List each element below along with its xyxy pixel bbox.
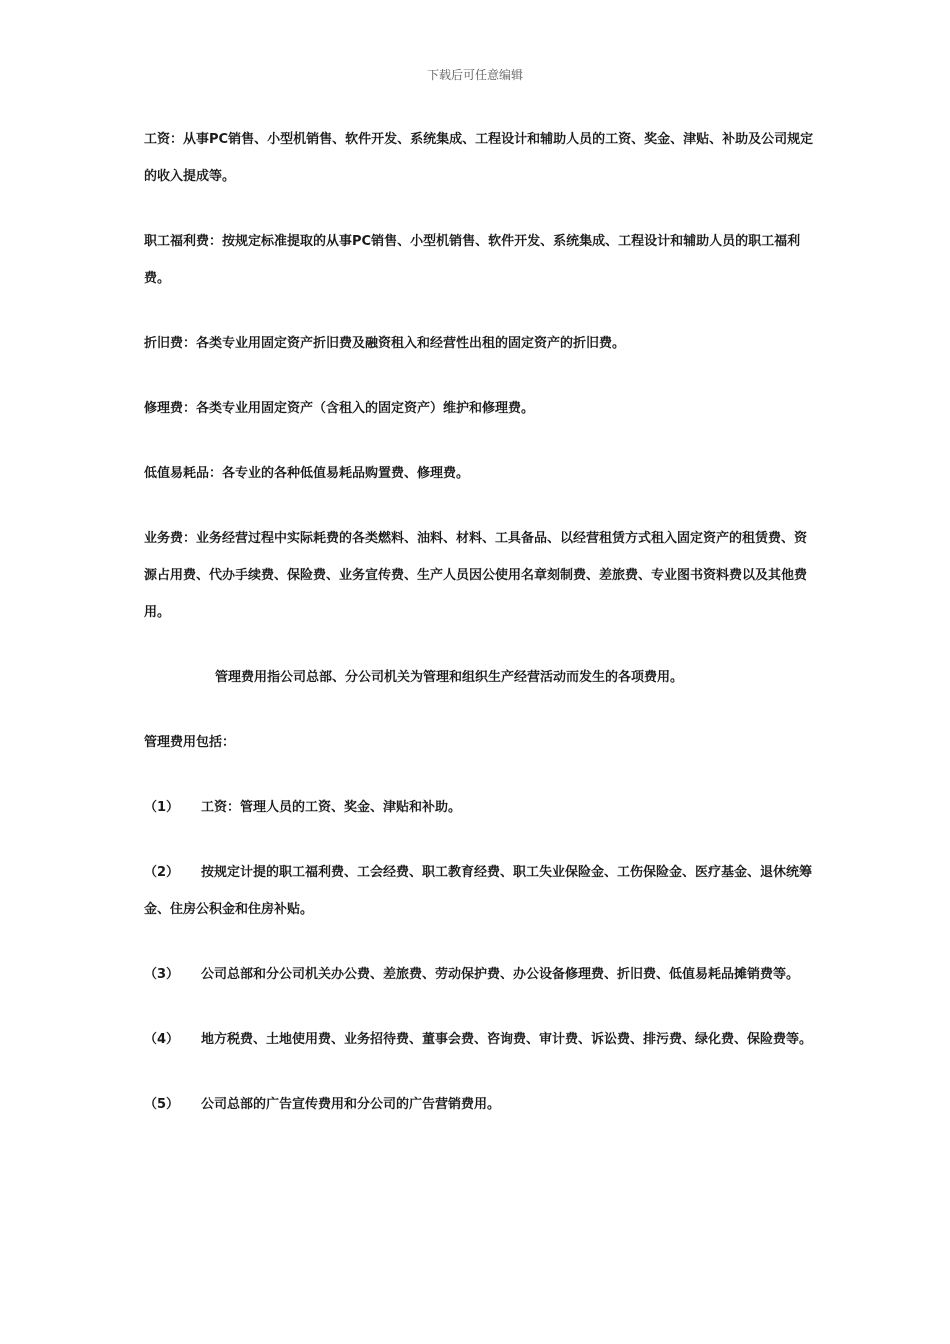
- list-item: [144, 1086, 816, 1123]
- list-item: [144, 854, 816, 928]
- paragraph-consumables: 低值易耗品：各专业的各种低值易耗品购置费、修理费。: [144, 466, 470, 481]
- paragraph-business: 业务费：业务经营过程中实际耗费的各类燃料、油料、材料、工具备品、以经营租赁方式租入固定资产的租赁费、资源占用费、代办手续费、保险费、业务宣传费、生产人员因公使用名章刻制费、差旅费、专业图书资料费以及其他费用。: [144, 531, 808, 620]
- list-item: [144, 789, 816, 826]
- list-item: [144, 1021, 816, 1058]
- list-item-number: （4）: [144, 1032, 180, 1047]
- list-item-text: 公司总部和分公司机关办公费、差旅费、劳动保护费、办公设备修理费、折旧费、低值易耗品摊销费等。: [201, 967, 800, 982]
- list-item-text: 公司总部的广告宣传费用和分公司的广告营销费用。: [201, 1097, 501, 1112]
- list-item-text: 地方税费、土地使用费、业务招待费、董事会费、咨询费、审计费、诉讼费、排污费、绿化费、保险费等。: [201, 1032, 813, 1047]
- page-header: 下载后可任意编辑: [426, 68, 523, 82]
- paragraph-depreciation: 折旧费：各类专业用固定资产折旧费及融资租入和经营性出租的固定资产的折旧费。: [144, 336, 626, 351]
- list-item-number: （5）: [144, 1097, 180, 1112]
- document-body: [144, 121, 816, 1151]
- paragraph-repair: 修理费：各类专业用固定资产（含租入的固定资产）维护和修理费。: [144, 401, 535, 416]
- list-item: [144, 956, 816, 993]
- paragraph-welfare: 职工福利费：按规定标准提取的从事PC销售、小型机销售、软件开发、系统集成、工程设计和辅助人员的职工福利费。: [144, 234, 801, 286]
- paragraph-management-intro: 管理费用指公司总部、分公司机关为管理和组织生产经营活动而发生的各项费用。: [215, 670, 684, 685]
- list-item-number: （1）: [144, 800, 180, 815]
- list-item-text: 工资：管理人员的工资、奖金、津贴和补助。: [201, 800, 462, 815]
- paragraph-wages: 工资：从事PC销售、小型机销售、软件开发、系统集成、工程设计和辅助人员的工资、奖金、津贴、补助及公司规定的收入提成等。: [144, 132, 814, 184]
- paragraph-management-label: 管理费用包括：: [144, 735, 236, 750]
- list-item-text: 按规定计提的职工福利费、工会经费、职工教育经费、职工失业保险金、工伤保险金、医疗基金、退休统筹金、住房公积金和住房补贴。: [144, 865, 813, 917]
- list-item-number: （3）: [144, 967, 180, 982]
- list-item-number: （2）: [144, 865, 180, 880]
